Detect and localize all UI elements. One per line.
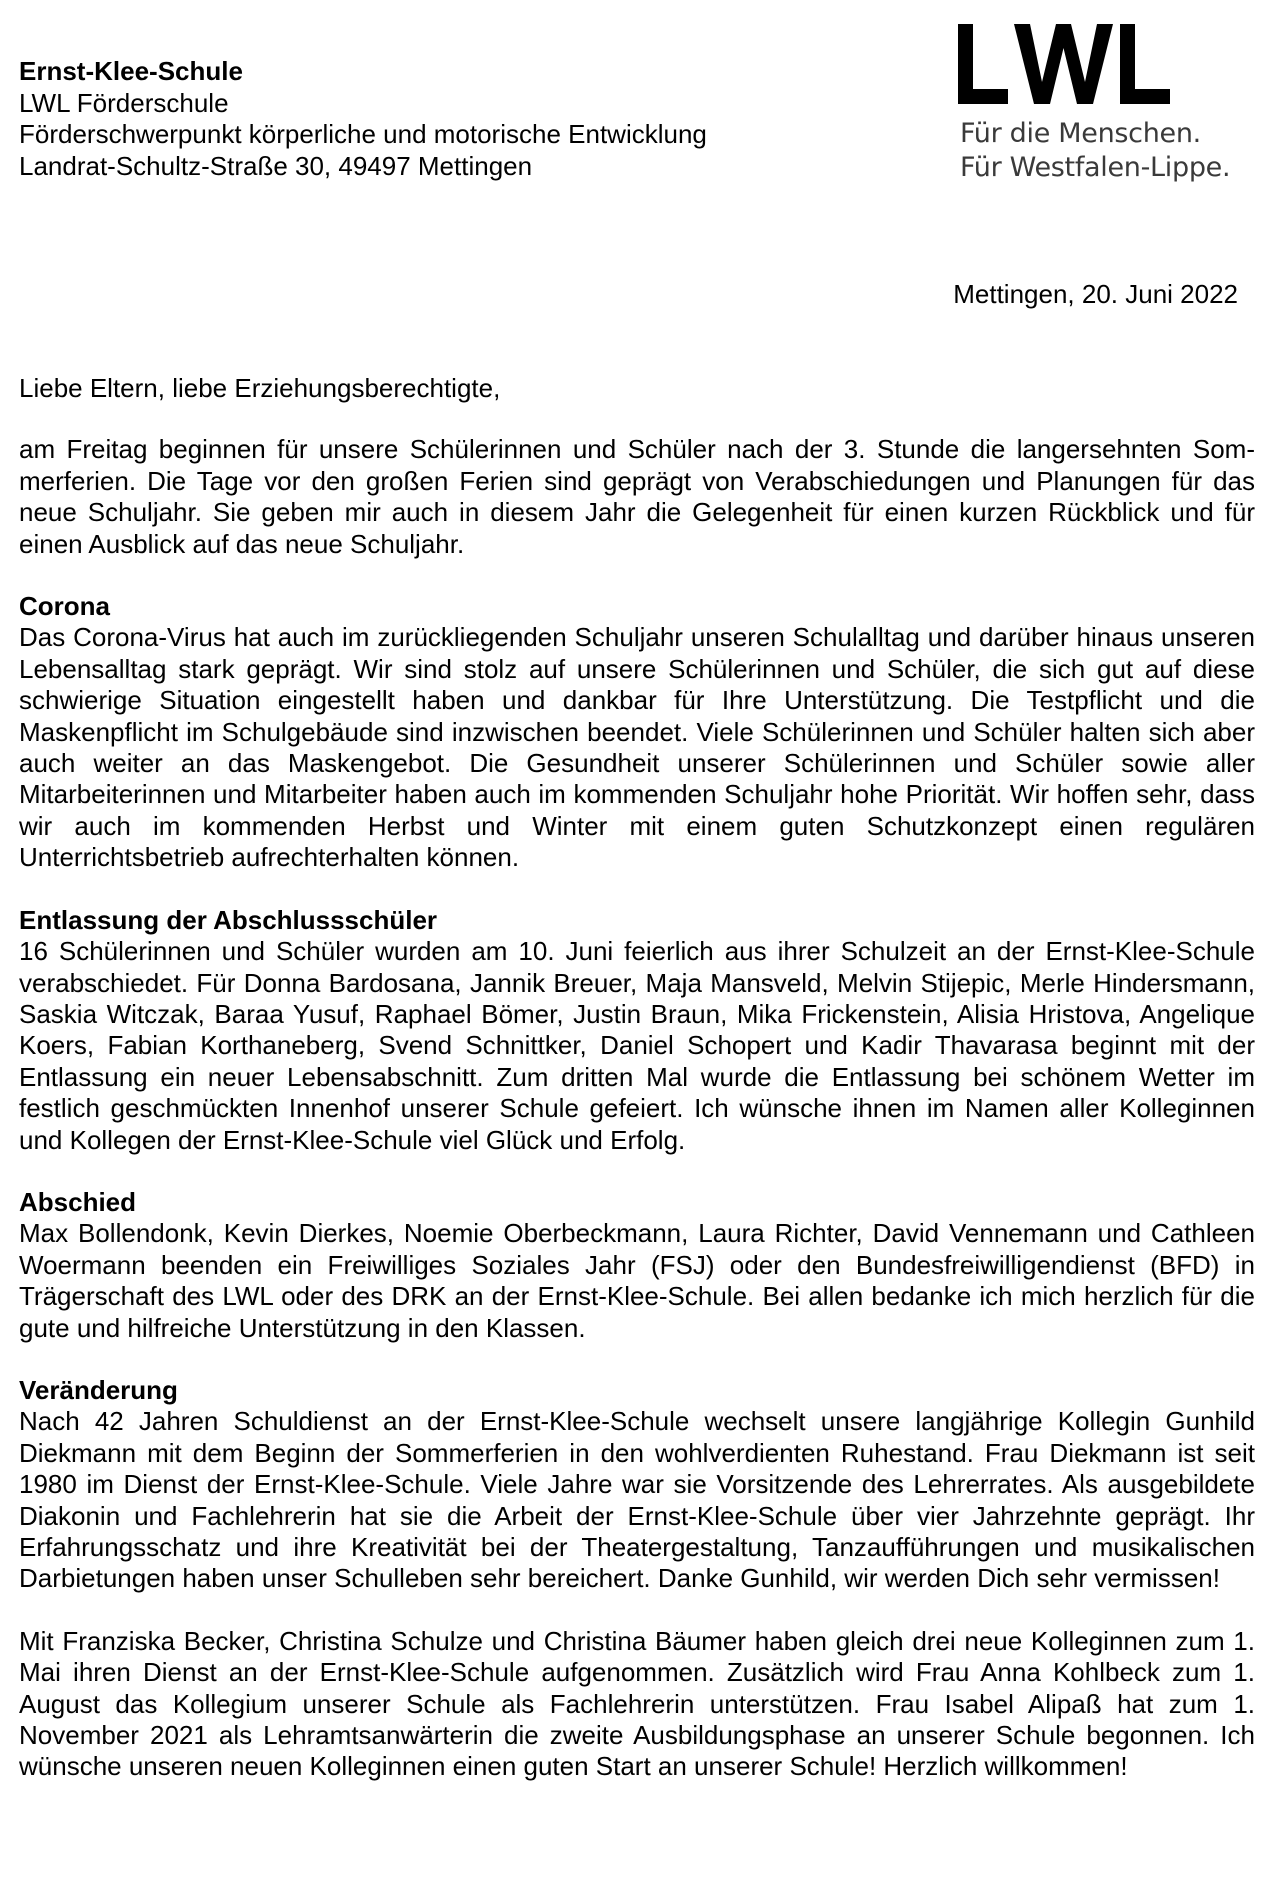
section-heading: Entlassung der Abschlussschüler — [19, 904, 438, 935]
lwl-logo — [958, 24, 1231, 184]
section-text: Mit Franziska Becker, Christina Schulze und Christina Bäumer haben gleich drei neue Kolleginnen zum 1. Mai ihren Dienst an der Ernst-Klee-Schule aufgenommen. Zusätzlich wird Frau Anna Kohlbeck zum 1. August das Kollegium unserer Schule als Fachlehrerin unterstützen. Frau Isabel Alipaß hat zum 1. November 2021 als Lehramtsanwärterin die zweite Ausbildungsphase an unserer Schule begonnen. Ich wünsche unseren neuen Kolleginnen einen guten Start an unserer Schule! Herzlich willkommen! — [19, 1625, 1255, 1782]
section-text: Max Bollendonk, Kevin Dierkes, Noemie Oberbeckmann, Laura Richter, David Vennemann und Cathleen Woermann beenden ein Freiwilliges Soziales Jahr (FSJ) oder den Bundesfreiwilligendienst (BFD) in Trägerschaft des LWL oder des DRK an der Ernst-Klee-Schule. Bei allen bedanke ich mich herzlich für die gute und hilfreiche Unterstützung in den Klassen. — [19, 1218, 1255, 1343]
letter-body — [19, 373, 1255, 1783]
section-text: 16 Schülerinnen und Schüler wurden am 10. Juni feierlich aus ihrer Schulzeit an der Ernst-Klee-Schule verabschiedet. Für Donna Bardosana, Jannik Breuer, Maja Mansveld, Melvin Stijepic, Merle Hindersmann, Saskia Witczak, Baraa Yusuf, Raphael Bömer, Justin Braun, Mika Frickenstein, Alisia Hristova, Angelique Koers, Fabian Korthaneberg, Svend Schnittker, Daniel Schopert und Kadir Thavarasa beginnt mit der Entlassung ein neuer Lebensabschnitt. Zum dritten Mal wurde die Entlassung bei schönem Wetter im festlich geschmückten Innenhof unserer Schule gefeiert. Ich wünsche ihnen im Namen aller Kolleginnen und Kollegen der Ernst-Klee-Schule viel Glück und Erfolg. — [19, 936, 1255, 1155]
section-abschied — [19, 1187, 1255, 1344]
intro-paragraph: am Freitag beginnen für unsere Schülerinnen und Schüler nach der 3. Stunde die langersehnten Sommerferien. Die Tage vor den großen Ferien sind geprägt von Verabschiedungen und Planungen für das neue Schuljahr. Sie geben mir auch in diesem Jahr die Gelegenheit für einen kurzen Rückblick und für einen Ausblick auf das neue Schuljahr. — [19, 434, 1255, 559]
letter-date: Mettingen, 20. Juni 2022 — [953, 279, 1238, 309]
lwl-logo-mark — [958, 24, 1208, 104]
section-neue-kolleginnen — [19, 1626, 1255, 1783]
section-veraenderung — [19, 1375, 1255, 1595]
section-entlassung — [19, 905, 1255, 1156]
section-heading: Abschied — [19, 1186, 137, 1217]
logo-tagline-2: Für Westfalen-Lippe. — [960, 152, 1231, 183]
section-text: Nach 42 Jahren Schuldienst an der Ernst-Klee-Schule wechselt unsere langjährige Kollegin Gunhild Diekmann mit dem Beginn der Sommerferien in den wohlverdienten Ruhestand. Frau Diekmann ist seit 1980 im Dienst der Ernst-Klee-Schule. Viele Jahre war sie Vorsitzende des Lehrerrates. Als ausgebildete Diakonin und Fachlehrerin hat sie die Arbeit der Ernst-Klee-Schule über vier Jahrzehnte geprägt. Ihr Erfahrungsschatz und ihre Kreativität bei der Theatergestaltung, Tanzaufführungen und musikalischen Darbietungen haben unser Schulleben sehr bereichert. Danke Gunhild, wir werden Dich sehr vermissen! — [19, 1406, 1255, 1594]
school-type: LWL Förderschule — [19, 87, 229, 118]
logo-tagline-1: Für die Menschen. — [960, 118, 1201, 149]
section-corona — [19, 591, 1255, 874]
section-heading: Veränderung — [19, 1374, 178, 1405]
school-focus: Förderschwerpunkt körperliche und motorische Entwicklung — [19, 119, 707, 149]
section-text: Das Corona-Virus hat auch im zurückliegenden Schuljahr unseren Schulalltag und darüber hinaus unseren Lebensalltag stark geprägt. Wir sind stolz auf unsere Schülerinnen und Schüler, die sich gut auf diese schwierige Situation eingestellt haben und dankbar für Ihre Unterstützung. Die Testpflicht und die Maskenpflicht im Schulgebäude sind inzwischen beendet. Viele Schülerinnen und Schüler halten sich aber auch weiter an das Maskengebot. Die Gesundheit unserer Schülerinnen und Schüler sowie aller Mitarbeiterinnen und Mitarbeiter haben auch im kommenden Schuljahr hohe Priorität. Wir hoffen sehr, dass wir auch im kommenden Herbst und Winter mit einem guten Schutzkonzept einen regulären Unterrichtsbetrieb aufrechterhalten können. — [19, 622, 1255, 873]
sender-address-block — [19, 56, 839, 182]
school-address: Landrat-Schultz-Straße 30, 49497 Mettingen — [19, 150, 533, 181]
school-name: Ernst-Klee-Schule — [19, 56, 243, 86]
section-heading: Corona — [19, 591, 110, 622]
salutation: Liebe Eltern, liebe Erziehungsberechtigte, — [19, 373, 501, 403]
